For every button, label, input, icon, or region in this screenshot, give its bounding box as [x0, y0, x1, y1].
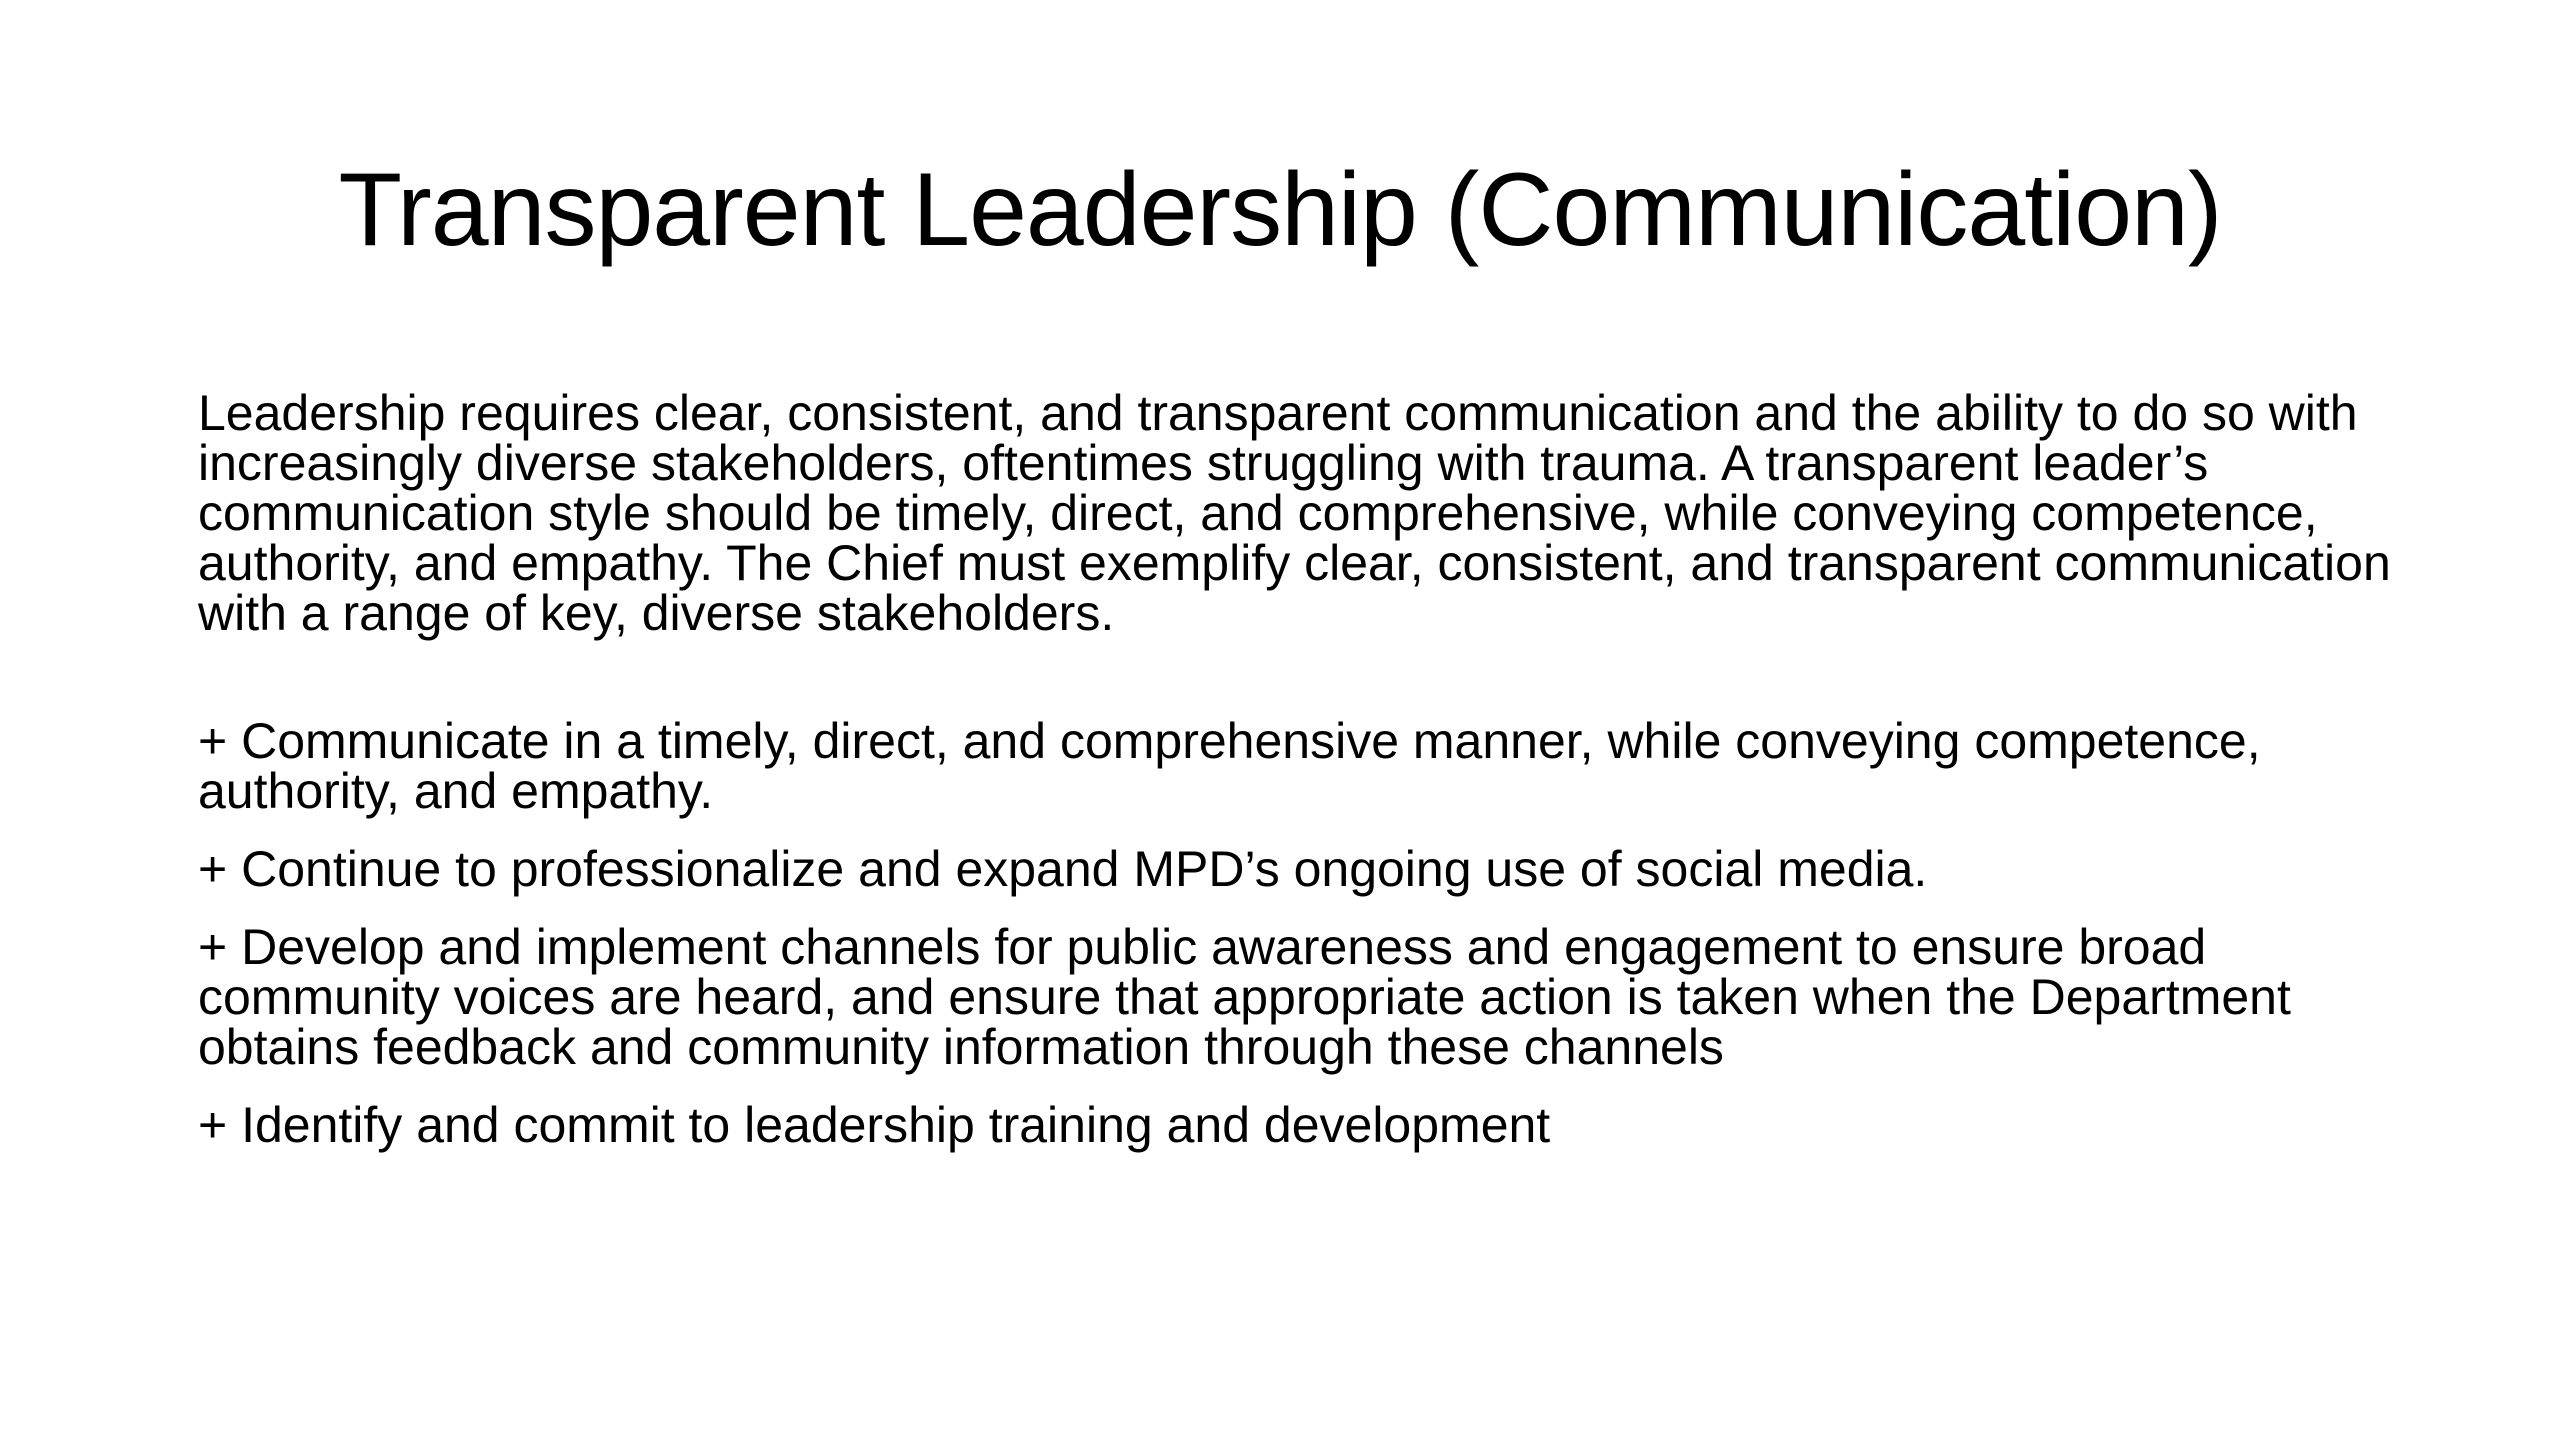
- slide-title: Transparent Leadership (Communication): [338, 152, 2222, 268]
- bullet-public-awareness-channels: + Develop and implement channels for public awareness and engagement to ensure broad community voices are heard, and ensure that appropriate action is taken when the Department obtains feedback and community information through these channels: [198, 919, 2291, 1075]
- intro-paragraph: Leadership requires clear, consistent, and transparent communication and the ability to do so with increasingly diverse stakeholders, oftentimes struggling with trauma. A transparent leader’s communication style should be timely, direct, and comprehensive, while conveying competence, authority, and empathy. The Chief must exemplify clear, consistent, and transparent communication with a range of key, diverse stakeholders.: [198, 385, 2391, 641]
- slide-body: [198, 385, 2418, 1178]
- bullet-social-media: + Continue to professionalize and expand MPD’s ongoing use of social media.: [198, 841, 1928, 897]
- bullet-leadership-training: + Identify and commit to leadership training and development: [198, 1097, 1551, 1153]
- bullet-list: [198, 713, 2418, 1153]
- bullet-communicate: + Communicate in a timely, direct, and comprehensive manner, while conveying competence, authority, and empathy.: [198, 713, 2261, 819]
